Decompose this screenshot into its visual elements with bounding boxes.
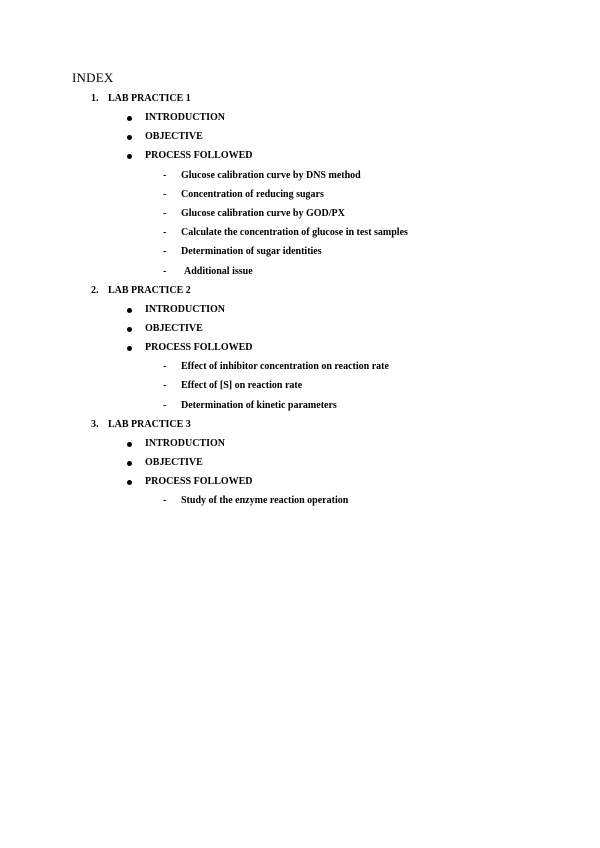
sub-item-label: Determination of kinetic parameters (181, 400, 337, 411)
dash-marker: - (163, 380, 167, 391)
sub-item-label: Study of the enzyme reaction operation (181, 495, 349, 506)
bullet-icon (127, 346, 132, 351)
bullet-icon (127, 442, 132, 447)
dash-marker: - (163, 170, 167, 181)
bullet-label: INTRODUCTION (145, 304, 226, 315)
sub-item-label: Effect of inhibitor concentration on reaction rate (181, 361, 389, 372)
bullet-label: OBJECTIVE (145, 131, 203, 142)
list-item (0, 303, 600, 317)
bullet-label: INTRODUCTION (145, 112, 226, 123)
dash-marker: - (163, 266, 167, 277)
section-label: LAB PRACTICE 1 (108, 93, 191, 104)
bullet-label: INTRODUCTION (145, 438, 226, 449)
bullet-label: PROCESS FOLLOWED (145, 150, 253, 161)
sub-item (0, 245, 600, 259)
section-2-heading (0, 284, 600, 298)
bullet-icon (127, 461, 132, 466)
sub-item (0, 188, 600, 202)
dash-marker: - (163, 400, 167, 411)
bullet-icon (127, 480, 132, 485)
sub-item-label: Calculate the concentration of glucose in test samples (181, 227, 408, 238)
sub-item (0, 226, 600, 240)
section-number: 3. (91, 419, 99, 430)
sub-item (0, 399, 600, 413)
sub-item-label: Glucose calibration curve by DNS method (181, 170, 361, 181)
section-number: 2. (91, 285, 99, 296)
bullet-icon (127, 154, 132, 159)
list-item (0, 111, 600, 125)
bullet-label: OBJECTIVE (145, 323, 203, 334)
bullet-label: OBJECTIVE (145, 457, 203, 468)
list-item (0, 322, 600, 336)
section-number: 1. (91, 93, 99, 104)
sub-item-label: Additional issue (184, 266, 253, 277)
section-label: LAB PRACTICE 2 (108, 285, 191, 296)
dash-marker: - (163, 208, 167, 219)
bullet-icon (127, 308, 132, 313)
bullet-icon (127, 327, 132, 332)
sub-item-label: Concentration of reducing sugars (181, 189, 324, 200)
sub-item-label: Glucose calibration curve by GOD/PX (181, 208, 345, 219)
bullet-label: PROCESS FOLLOWED (145, 342, 253, 353)
dash-marker: - (163, 495, 167, 506)
sub-item (0, 360, 600, 374)
list-item (0, 475, 600, 489)
sub-item-label: Determination of sugar identities (181, 246, 322, 257)
dash-marker: - (163, 189, 167, 200)
list-item (0, 149, 600, 163)
sub-item (0, 169, 600, 183)
bullet-icon (127, 135, 132, 140)
bullet-icon (127, 116, 132, 121)
dash-marker: - (163, 246, 167, 257)
sub-item (0, 379, 600, 393)
list-item (0, 341, 600, 355)
section-3-heading (0, 418, 600, 432)
sub-item (0, 494, 600, 508)
sub-item-label: Effect of [S] on reaction rate (181, 380, 303, 391)
list-item (0, 456, 600, 470)
bullet-label: PROCESS FOLLOWED (145, 476, 253, 487)
section-1-heading (0, 92, 600, 106)
sub-item (0, 207, 600, 221)
index-title: INDEX (72, 70, 114, 85)
list-item (0, 130, 600, 144)
dash-marker: - (163, 227, 167, 238)
list-item (0, 437, 600, 451)
section-label: LAB PRACTICE 3 (108, 419, 191, 430)
dash-marker: - (163, 361, 167, 372)
sub-item (0, 265, 600, 279)
